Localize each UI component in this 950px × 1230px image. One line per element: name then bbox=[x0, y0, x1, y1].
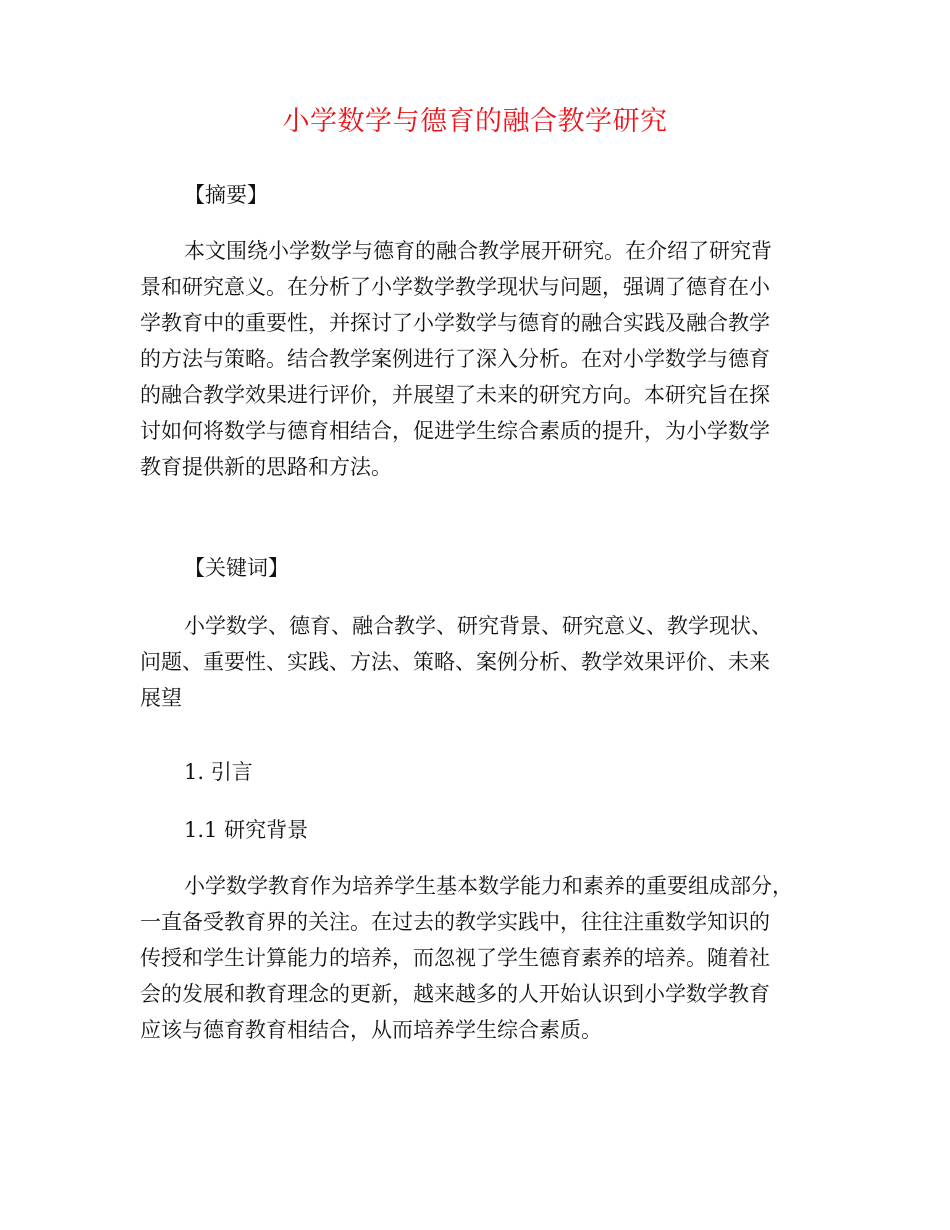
paragraph-line: 的方法与策略。结合教学案例进行了深入分析。在对小学数学与德育 bbox=[140, 347, 770, 371]
keywords-paragraph bbox=[140, 608, 800, 716]
background-paragraph bbox=[140, 868, 800, 1048]
paragraph-line: 问题、重要性、实践、方法、策略、案例分析、教学效果评价、未来 bbox=[140, 650, 770, 674]
paragraph-line: 小学数学教育作为培养学生基本数学能力和素养的重要组成部分， bbox=[184, 874, 793, 898]
subsection-heading-background: 1.1 研究背景 bbox=[184, 818, 309, 842]
paragraph-line: 的融合教学效果进行评价，并展望了未来的研究方向。本研究旨在探 bbox=[140, 383, 770, 407]
paragraph-line: 小学数学、德育、融合教学、研究背景、研究意义、教学现状、 bbox=[184, 614, 772, 638]
paragraph-line: 本文围绕小学数学与德育的融合教学展开研究。在介绍了研究背 bbox=[184, 239, 772, 263]
paragraph-line: 学教育中的重要性，并探讨了小学数学与德育的融合实践及融合教学 bbox=[140, 311, 770, 335]
paragraph-line: 展望 bbox=[140, 686, 182, 710]
section-heading-introduction: 1. 引言 bbox=[184, 760, 253, 784]
abstract-heading: 【摘要】 bbox=[184, 183, 268, 207]
paragraph-line: 一直备受教育界的关注。在过去的教学实践中，往往注重数学知识的 bbox=[140, 910, 770, 934]
keywords-heading: 【关键词】 bbox=[184, 556, 289, 580]
paragraph-line: 讨如何将数学与德育相结合，促进学生综合素质的提升，为小学数学 bbox=[140, 419, 770, 443]
paragraph-line: 景和研究意义。在分析了小学数学教学现状与问题，强调了德育在小 bbox=[140, 275, 770, 299]
paragraph-line: 应该与德育教育相结合，从而培养学生综合素质。 bbox=[140, 1018, 602, 1042]
paragraph-line: 会的发展和教育理念的更新，越来越多的人开始认识到小学数学教育 bbox=[140, 982, 770, 1006]
abstract-paragraph bbox=[140, 233, 800, 485]
paragraph-line: 教育提供新的思路和方法。 bbox=[140, 455, 392, 479]
document-title: 小学数学与德育的融合教学研究 bbox=[282, 106, 668, 137]
paragraph-line: 传授和学生计算能力的培养，而忽视了学生德育素养的培养。随着社 bbox=[140, 946, 770, 970]
